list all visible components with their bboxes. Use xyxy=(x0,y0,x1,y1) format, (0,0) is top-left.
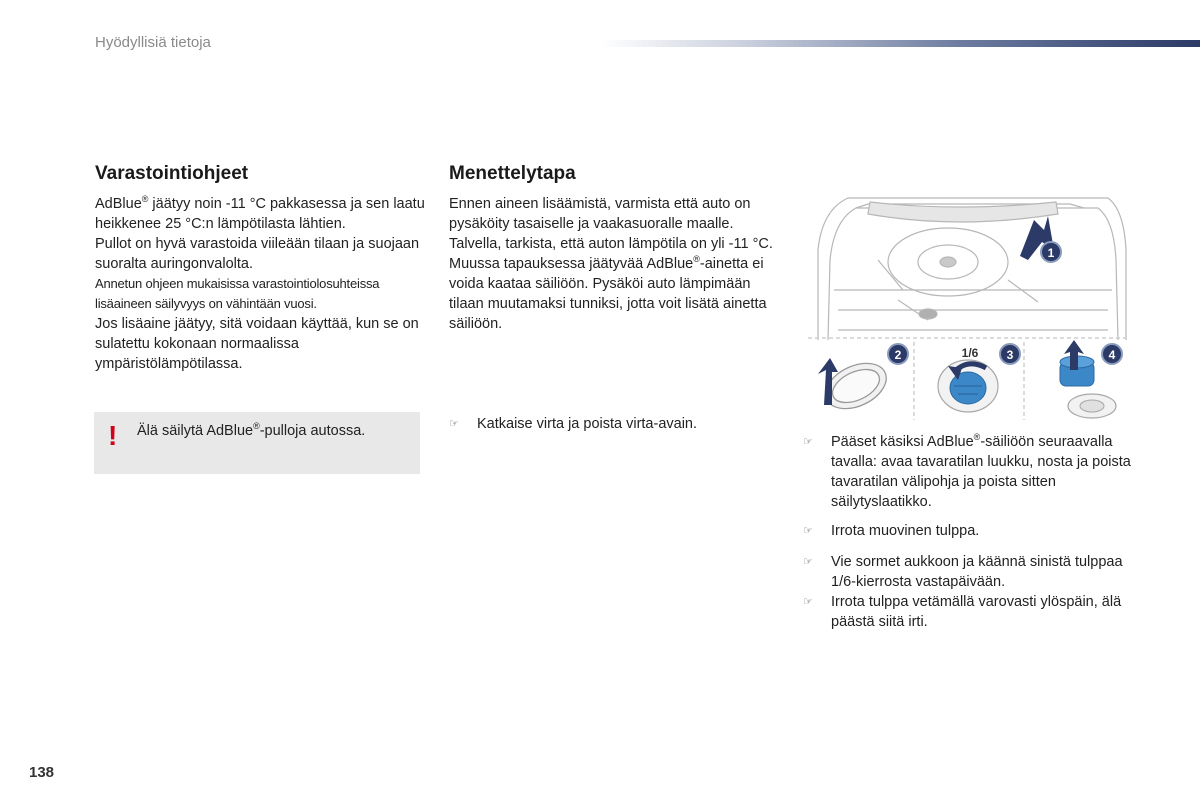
callout-2 xyxy=(888,344,908,364)
callout-4 xyxy=(1102,344,1122,364)
callout-4-label: 4 xyxy=(1108,348,1116,362)
pointing-hand-icon: ☞ xyxy=(803,436,813,448)
pointing-hand-icon: ☞ xyxy=(803,525,813,537)
step-lift-cap: ☞ Irrota tulppa vetämällä varovasti ylöspäin, älä päästä siitä irti. xyxy=(803,594,1122,630)
storage-paragraph-4: Jos lisäaine jäätyy, sitä voidaan käyttää, kun se on sulatettu kokonaan normaalissa ympäristölämpötilassa. xyxy=(95,316,419,372)
step-rotate-cap: ☞ Vie sormet aukkoon ja käännä sinistä tulppaa 1/6-kierrosta vastapäivään. xyxy=(803,554,1123,590)
header-gradient-bar xyxy=(600,40,1200,47)
storage-title: Varastointiohjeet xyxy=(95,163,249,184)
pointing-hand-icon: ☞ xyxy=(803,556,813,568)
adblue-tank-illustration xyxy=(808,190,1130,422)
pointing-hand-icon: ☞ xyxy=(449,418,459,430)
pointing-hand-icon: ☞ xyxy=(803,596,813,608)
callout-1 xyxy=(1041,242,1061,262)
procedure-section xyxy=(449,162,779,334)
callout-2-label: 2 xyxy=(894,348,902,362)
step-remove-plug: ☞ Irrota muovinen tulppa. xyxy=(803,523,980,539)
warning-icon: ! xyxy=(108,420,118,451)
callout-3 xyxy=(1000,344,1020,364)
header-section-title: Hyödyllisiä tietoja xyxy=(95,34,211,51)
callout-3-label: 3 xyxy=(1006,348,1014,362)
storage-paragraph-1: AdBlue® jäätyy noin -11 °C pakkasessa ja sen laatu heikkenee 25 °C:n lämpötilasta lähtien. xyxy=(95,194,425,232)
rotation-label: 1/6 xyxy=(961,346,979,360)
panel-blue-cap-lift xyxy=(1060,356,1116,418)
step-access-tank: ☞ Pääset käsiksi AdBlue®-säiliöön seuraavalla tavalla: avaa tavaratilan luukku, nosta ja poista tavaratilan välipohja ja poista sitten säilytyslaatikko. xyxy=(803,432,1131,510)
storage-section xyxy=(95,162,425,374)
callout-1-label: 1 xyxy=(1047,246,1055,260)
page-number: 138 xyxy=(29,764,55,781)
panel-blue-cap-rotate xyxy=(938,360,998,412)
trunk-drawing xyxy=(818,198,1126,340)
procedure-paragraph: Ennen aineen lisäämistä, varmista että auto on pysäköity tasaiselle ja vaakasuoralle maalle. Talvella, tarkista, että auton lämpötila on yli -11 °C. Muussa tapauksessa jäätyvää AdBlue®-ainetta ei voida kaataa säiliöön. Pysäköi auto lämpimään tilaan muutamaksi tunniksi, jotta voit lisätä ainetta säiliöön. xyxy=(449,196,773,332)
storage-paragraph-3: Annetun ohjeen mukaisissa varastointiolosuhteissa lisäaineen säilyvyys on vähintään vuosi. xyxy=(95,276,380,311)
procedure-title: Menettelytapa xyxy=(449,163,576,184)
warning-box xyxy=(94,412,420,474)
warning-text: Älä säilytä AdBlue®-pulloja autossa. xyxy=(137,421,366,439)
step-switch-off: ☞ Katkaise virta ja poista virta-avain. xyxy=(449,416,698,432)
storage-paragraph-2: Pullot on hyvä varastoida viileään tilaan ja suojaan suoralta auringonvalolta. xyxy=(95,236,420,272)
